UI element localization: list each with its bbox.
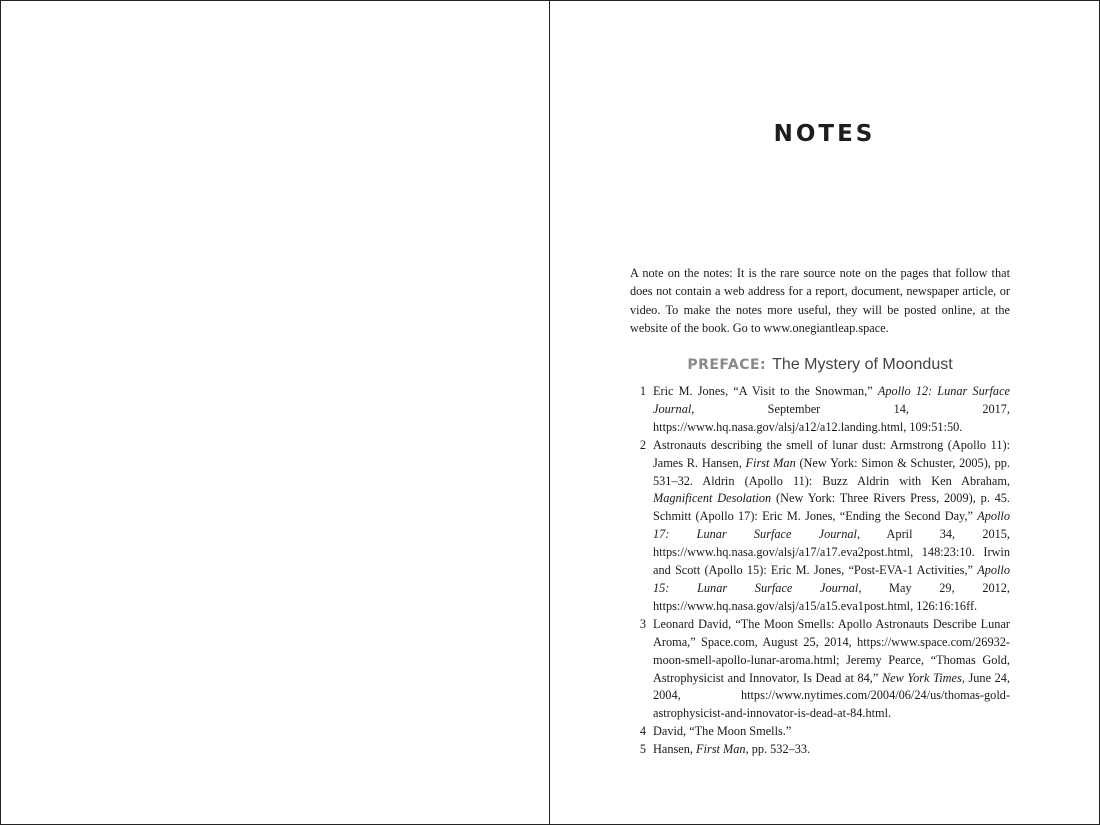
note-title-italic: Apollo 12: Lunar Surface Journal (653, 384, 1010, 416)
note-text-segment: , May 29, 2012, https://www.hq.nasa.gov/alsj/a15/a15.eva1post.html, 126:16:16ff. (653, 580, 1010, 613)
note-text-segment: , September 14, 2017, https://www.hq.nasa.gov/alsj/a12/a12.landing.html, 109:51:50. (653, 401, 1010, 434)
note-text-segment: Astronauts describing the smell of lunar dust: Armstrong (Apollo 11): James R. Hansen, (653, 437, 1010, 470)
note-number: 3 (639, 616, 646, 631)
note-text-segment: (New York: Three Rivers Press, 2009), p. 45. Schmitt (Apollo 17): Eric M. Jones, “Ending the Second Day,” (653, 491, 1010, 524)
note-text (653, 384, 1010, 434)
note-item (636, 437, 1010, 616)
notes-intro: A note on the notes: It is the rare source note on the pages that follow that does not contain a web address for a report, document, newspaper article, or video. To make the notes more useful, they will be posted online, at the website of the book. Go to www.onegiantleap.space. (630, 266, 1010, 336)
note-title-italic: First Man (696, 742, 746, 757)
note-number: 1 (639, 384, 646, 398)
note-item (636, 723, 1010, 741)
note-item (636, 741, 1010, 759)
note-text-segment: , June 24, 2004, https://www.nytimes.com/2004/06/24/us/thomas-gold-astrophysicist-and-innovator-is-dead-at-84.html. (653, 670, 1011, 721)
section-heading (630, 354, 1010, 376)
note-text (653, 724, 791, 738)
right-page (549, 0, 1100, 825)
note-number: 5 (639, 742, 646, 757)
note-text-segment: Leonard David, “The Moon Smells: Apollo Astronauts Describe Lunar Aroma,” Space.com, August 25, 2014, https://www.space.com/26932-moon-smell-apollo-lunar-aroma.html; Jeremy Pearce, “Thomas Gold, Astrophysicist and Innovator, Is Dead at 84,” (653, 616, 1010, 685)
notes-list (636, 383, 1010, 759)
note-text-segment: Hansen, (653, 742, 697, 757)
note-title-italic: Magnificent Desolation (653, 491, 772, 506)
note-title-italic: Apollo 15: Lunar Surface Journal (653, 563, 1010, 595)
note-item (636, 383, 1010, 437)
note-number: 4 (639, 724, 646, 739)
note-text (653, 617, 1010, 721)
section-title: The Mystery of Moondust (772, 356, 953, 373)
note-text (653, 438, 1010, 613)
note-title-italic: New York Times (881, 670, 962, 685)
note-title-italic: First Man (745, 455, 796, 470)
note-title-italic: Apollo 17: Lunar Surface Journal (653, 509, 1010, 542)
note-number: 2 (639, 437, 646, 452)
section-label: PREFACE: (687, 357, 767, 373)
note-text-segment: David, “The Moon Smells.” (653, 724, 792, 739)
note-text-segment: , pp. 532–33. (745, 742, 811, 757)
page-title: NOTES (773, 121, 876, 147)
note-text-segment: Eric M. Jones, “A Visit to the Snowman,” (653, 384, 878, 398)
note-text-segment: , April 34, 2015, https://www.hq.nasa.gov/alsj/a17/a17.eva2post.html, 148:23:10. Irwin and Scott (Apollo 15): Eric M. Jones, “Post-EVA-1 Activities,” (653, 527, 1010, 578)
note-text-segment: (New York: Simon & Schuster, 2005), pp. 531–32. Aldrin (Apollo 11): Buzz Aldrin with Ken Abraham, (653, 455, 1010, 488)
note-item (636, 616, 1010, 723)
note-text (653, 742, 810, 756)
